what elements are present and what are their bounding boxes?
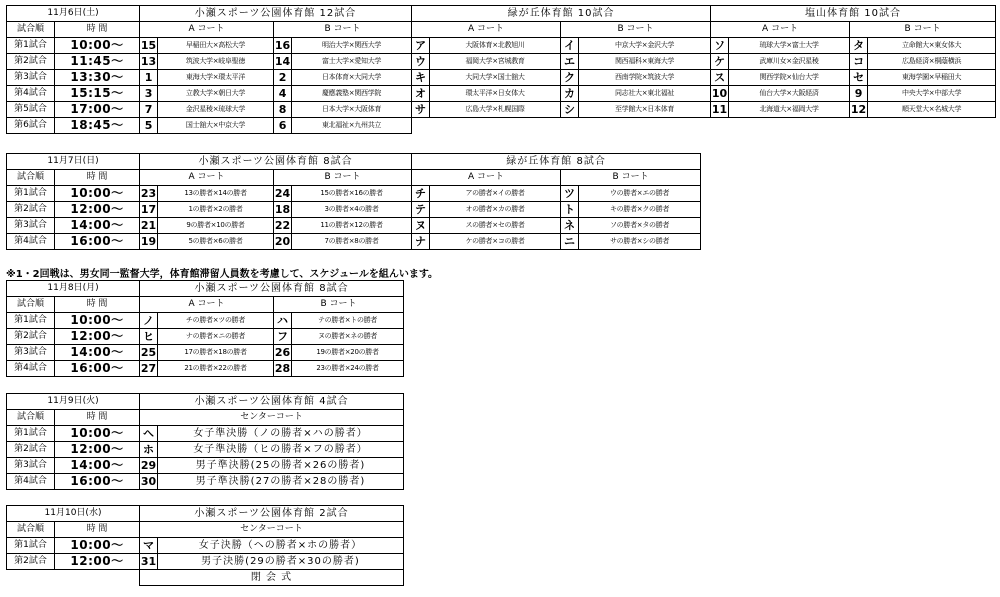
match-code: 27 xyxy=(140,362,157,375)
match-order: 第4試合 xyxy=(7,474,55,490)
match-teams: 西南学院×筑波大学 xyxy=(579,70,711,86)
match-code: ウ xyxy=(412,54,430,70)
match-teams: 広島経済×桐蔭横浜 xyxy=(868,54,996,70)
match-time: 16:00〜 xyxy=(55,234,140,250)
match-order: 第2試合 xyxy=(7,442,55,458)
match-code: 2 xyxy=(274,70,292,86)
match-teams: 7の勝者×8の勝者 xyxy=(292,234,412,250)
match-order: 第1試合 xyxy=(7,426,55,442)
match-teams: スの勝者×セの勝者 xyxy=(430,218,561,234)
match-time: 13:30〜 xyxy=(55,70,140,86)
match-name: 女子準決勝（ヒの勝者×フの勝者） xyxy=(158,442,404,458)
match-time: 14:00〜 xyxy=(55,345,140,361)
match-code: セ xyxy=(850,70,868,86)
match-row xyxy=(7,202,701,218)
match-code: 17 xyxy=(140,203,157,216)
match-row xyxy=(7,186,701,202)
match-code: ヘ xyxy=(140,426,158,442)
match-teams: キの勝者×クの勝者 xyxy=(579,202,701,218)
match-order: 第1試合 xyxy=(7,538,55,554)
match-teams: 関西福科×東海大学 xyxy=(579,54,711,70)
match-time: 17:00〜 xyxy=(55,102,140,118)
day3-venue: 小瀬スポーツ公園体育館 8試合 xyxy=(140,281,404,297)
match-code: 21 xyxy=(140,219,157,232)
match-code: 12 xyxy=(850,103,867,116)
match-code: フ xyxy=(274,329,292,345)
match-teams: テの勝者×トの勝者 xyxy=(292,313,404,329)
order-header: 試合順 xyxy=(7,522,55,538)
match-teams: 東海大学×環太平洋 xyxy=(158,70,274,86)
empty-cell xyxy=(412,118,561,134)
match-time: 12:00〜 xyxy=(55,442,140,458)
match-teams: 早稲田大×高松大学 xyxy=(158,38,274,54)
match-code: 31 xyxy=(140,555,157,568)
match-row xyxy=(7,474,404,490)
day2-venue-2: 緑が丘体育館 8試合 xyxy=(412,154,701,170)
match-code: ス xyxy=(711,70,729,86)
day4-date: 11月9日(火) xyxy=(7,394,140,410)
court-header: A コート xyxy=(412,170,561,186)
day1-rows xyxy=(7,38,996,134)
day1-venue-1: 小瀬スポーツ公園体育館 12試合 xyxy=(140,6,412,22)
match-code: ナ xyxy=(412,234,430,250)
match-order: 第2試合 xyxy=(7,54,55,70)
match-code: 26 xyxy=(274,346,291,359)
day1-venue-2: 緑が丘体育館 10試合 xyxy=(412,6,711,22)
match-time: 16:00〜 xyxy=(55,474,140,490)
match-teams: 立命館大×東女体大 xyxy=(868,38,996,54)
court-header: A コート xyxy=(140,297,274,313)
match-teams: 日本体育×大同大学 xyxy=(292,70,412,86)
match-teams: 中央大学×中部大学 xyxy=(868,86,996,102)
day1-schedule-table xyxy=(6,5,996,134)
match-code: シ xyxy=(561,102,579,118)
match-order: 第2試合 xyxy=(7,329,55,345)
court-header: センターコート xyxy=(140,522,404,538)
match-teams: チの勝者×ツの勝者 xyxy=(158,313,274,329)
match-teams: 武庫川女×金沢星稜 xyxy=(729,54,850,70)
match-code: ア xyxy=(412,38,430,54)
match-code: イ xyxy=(561,38,579,54)
time-header: 時 間 xyxy=(55,297,140,313)
day1-date: 11月6日(土) xyxy=(7,6,140,22)
match-teams: 筑波大学×岐阜聖徳 xyxy=(158,54,274,70)
match-code: カ xyxy=(561,86,579,102)
court-header: A コート xyxy=(711,22,850,38)
schedule-note: ※1・2回戦は、男女同一監督大学，体育館滞留人員数を考慮して、スケジュールを組んいます。 xyxy=(6,269,439,280)
day5-schedule-table xyxy=(6,505,404,586)
match-code: ネ xyxy=(561,218,579,234)
match-order: 第1試合 xyxy=(7,38,55,54)
match-teams: 順天堂大×名城大学 xyxy=(868,102,996,118)
match-teams: 東海学園×早稲田大 xyxy=(868,70,996,86)
match-code: 14 xyxy=(274,55,291,68)
match-code: オ xyxy=(412,86,430,102)
court-header: B コート xyxy=(561,170,701,186)
match-code: キ xyxy=(412,70,430,86)
match-order: 第3試合 xyxy=(7,218,55,234)
match-code: ソ xyxy=(711,38,729,54)
court-header: B コート xyxy=(274,297,404,313)
match-name: 女子準決勝（ノの勝者×ハの勝者） xyxy=(158,426,404,442)
closing-ceremony: 閉 会 式 xyxy=(140,570,404,586)
match-order: 第2試合 xyxy=(7,554,55,570)
match-teams: 11の勝者×12の勝者 xyxy=(292,218,412,234)
match-teams: ヌの勝者×ネの勝者 xyxy=(292,329,404,345)
match-row xyxy=(7,313,404,329)
match-teams: 大同大学×国士舘大 xyxy=(430,70,561,86)
day2-rows xyxy=(7,186,701,250)
time-header: 時 間 xyxy=(55,22,140,38)
match-name: 男子準決勝(27の勝者×28の勝者) xyxy=(158,474,404,490)
match-teams: 関西学院×仙台大学 xyxy=(729,70,850,86)
match-code: サ xyxy=(412,102,430,118)
court-header: B コート xyxy=(850,22,996,38)
match-teams: 17の勝者×18の勝者 xyxy=(158,345,274,361)
match-code: エ xyxy=(561,54,579,70)
closing-spacer xyxy=(7,570,140,586)
match-order: 第3試合 xyxy=(7,345,55,361)
match-teams: 仙台大学×大阪経済 xyxy=(729,86,850,102)
match-teams: 大阪体育×北教旭川 xyxy=(430,38,561,54)
match-order: 第3試合 xyxy=(7,70,55,86)
match-code: ホ xyxy=(140,442,158,458)
match-row xyxy=(7,554,404,570)
match-row xyxy=(7,86,996,102)
match-teams: 15の勝者×16の勝者 xyxy=(292,186,412,202)
match-teams: アの勝者×イの勝者 xyxy=(430,186,561,202)
day3-schedule-table xyxy=(6,280,404,377)
match-teams: 北海道大×福岡大学 xyxy=(729,102,850,118)
match-row xyxy=(7,345,404,361)
match-row xyxy=(7,538,404,554)
court-header: A コート xyxy=(412,22,561,38)
match-row xyxy=(7,70,996,86)
match-code: 3 xyxy=(140,86,158,102)
match-teams: オの勝者×カの勝者 xyxy=(430,202,561,218)
match-row xyxy=(7,234,701,250)
match-code: 1 xyxy=(140,70,158,86)
match-teams: 中京大学×金沢大学 xyxy=(579,38,711,54)
match-name: 男子準決勝(25の勝者×26の勝者) xyxy=(158,458,404,474)
match-time: 12:00〜 xyxy=(55,202,140,218)
match-teams: 9の勝者×10の勝者 xyxy=(158,218,274,234)
day3-date: 11月8日(月) xyxy=(7,281,140,297)
match-code: 23 xyxy=(140,187,157,200)
match-teams: 国士舘大×中京大学 xyxy=(158,118,274,134)
match-order: 第4試合 xyxy=(7,361,55,377)
match-code: ケ xyxy=(711,54,729,70)
match-teams: 慶應義塾×関西学院 xyxy=(292,86,412,102)
match-code: ツ xyxy=(561,186,579,202)
day2-venue-1: 小瀬スポーツ公園体育館 8試合 xyxy=(140,154,412,170)
court-header: A コート xyxy=(140,170,274,186)
match-code: 24 xyxy=(274,187,291,200)
match-teams: 金沢星稜×琉球大学 xyxy=(158,102,274,118)
match-code: 18 xyxy=(274,203,291,216)
match-code: ハ xyxy=(274,313,292,329)
match-teams: 1の勝者×2の勝者 xyxy=(158,202,274,218)
match-code: 25 xyxy=(140,346,157,359)
match-row xyxy=(7,118,996,134)
match-teams: 13の勝者×14の勝者 xyxy=(158,186,274,202)
match-teams: 広島大学×札幌国際 xyxy=(430,102,561,118)
day4-schedule-table xyxy=(6,393,404,490)
match-teams: 23の勝者×24の勝者 xyxy=(292,361,404,377)
match-code: ノ xyxy=(140,313,158,329)
match-teams: 至学館大×日本体育 xyxy=(579,102,711,118)
court-header: センターコート xyxy=(140,410,404,426)
order-header: 試合順 xyxy=(7,22,55,38)
match-code: 29 xyxy=(140,459,157,472)
match-row xyxy=(7,54,996,70)
match-code: 15 xyxy=(140,39,157,52)
match-row xyxy=(7,218,701,234)
match-row xyxy=(7,442,404,458)
match-code: ヒ xyxy=(140,329,158,345)
match-teams: 環太平洋×日女体大 xyxy=(430,86,561,102)
time-header: 時 間 xyxy=(55,170,140,186)
match-time: 14:00〜 xyxy=(55,458,140,474)
match-code: 28 xyxy=(274,362,291,375)
order-header: 試合順 xyxy=(7,170,55,186)
match-time: 10:00〜 xyxy=(55,38,140,54)
match-teams: ナの勝者×ニの勝者 xyxy=(158,329,274,345)
match-code: 20 xyxy=(274,235,291,248)
match-time: 18:45〜 xyxy=(55,118,140,134)
match-teams: 福岡大学×宮城教育 xyxy=(430,54,561,70)
match-teams: 5の勝者×6の勝者 xyxy=(158,234,274,250)
match-name: 男子決勝(29の勝者×30の勝者) xyxy=(158,554,404,570)
match-code: 6 xyxy=(274,118,292,134)
day4-venue: 小瀬スポーツ公園体育館 4試合 xyxy=(140,394,404,410)
match-order: 第3試合 xyxy=(7,458,55,474)
match-teams: ケの勝者×コの勝者 xyxy=(430,234,561,250)
match-time: 15:15〜 xyxy=(55,86,140,102)
order-header: 試合順 xyxy=(7,410,55,426)
match-time: 10:00〜 xyxy=(55,313,140,329)
match-teams: 東北福祉×九州共立 xyxy=(292,118,412,134)
match-row xyxy=(7,458,404,474)
day5-venue: 小瀬スポーツ公園体育館 2試合 xyxy=(140,506,404,522)
match-time: 10:00〜 xyxy=(55,426,140,442)
match-teams: 琉球大学×富士大学 xyxy=(729,38,850,54)
match-order: 第4試合 xyxy=(7,234,55,250)
match-code: 4 xyxy=(274,86,292,102)
match-code: チ xyxy=(412,186,430,202)
match-row xyxy=(7,102,996,118)
match-teams: 立教大学×朝日大学 xyxy=(158,86,274,102)
match-code: 13 xyxy=(140,55,157,68)
match-time: 10:00〜 xyxy=(55,186,140,202)
match-row xyxy=(7,426,404,442)
order-header: 試合順 xyxy=(7,297,55,313)
day2-date: 11月7日(日) xyxy=(7,154,140,170)
court-header: B コート xyxy=(274,22,412,38)
match-teams: サの勝者×シの勝者 xyxy=(579,234,701,250)
match-teams: 日本大学×大阪体育 xyxy=(292,102,412,118)
match-time: 10:00〜 xyxy=(55,538,140,554)
match-order: 第6試合 xyxy=(7,118,55,134)
time-header: 時 間 xyxy=(55,522,140,538)
match-teams: 明治大学×関西大学 xyxy=(292,38,412,54)
match-row xyxy=(7,329,404,345)
match-code: 9 xyxy=(850,86,868,102)
match-code: 7 xyxy=(140,102,158,118)
empty-cell xyxy=(711,118,850,134)
match-code: タ xyxy=(850,38,868,54)
match-teams: 19の勝者×20の勝者 xyxy=(292,345,404,361)
day1-venue-3: 塩山体育館 10試合 xyxy=(711,6,996,22)
match-code: 11 xyxy=(711,103,728,116)
match-code: テ xyxy=(412,202,430,218)
court-header: B コート xyxy=(561,22,711,38)
match-time: 12:00〜 xyxy=(55,329,140,345)
match-code: ク xyxy=(561,70,579,86)
match-order: 第1試合 xyxy=(7,313,55,329)
day2-schedule-table xyxy=(6,153,701,250)
match-code: ヌ xyxy=(412,218,430,234)
match-row xyxy=(7,38,996,54)
match-code: 30 xyxy=(140,475,157,488)
match-teams: 同志社大×東北福祉 xyxy=(579,86,711,102)
match-time: 11:45〜 xyxy=(55,54,140,70)
match-time: 16:00〜 xyxy=(55,361,140,377)
match-code: 5 xyxy=(140,118,158,134)
match-teams: 21の勝者×22の勝者 xyxy=(158,361,274,377)
match-code: 10 xyxy=(711,87,728,100)
match-teams: ソの勝者×タの勝者 xyxy=(579,218,701,234)
match-order: 第5試合 xyxy=(7,102,55,118)
match-name: 女子決勝（ヘの勝者×ホの勝者） xyxy=(158,538,404,554)
match-code: 8 xyxy=(274,102,292,118)
match-order: 第1試合 xyxy=(7,186,55,202)
day3-rows xyxy=(7,313,404,377)
match-code: ト xyxy=(561,202,579,218)
match-order: 第2試合 xyxy=(7,202,55,218)
court-header: B コート xyxy=(274,170,412,186)
match-time: 14:00〜 xyxy=(55,218,140,234)
match-code: 22 xyxy=(274,219,291,232)
match-code: 16 xyxy=(274,39,291,52)
court-header: A コート xyxy=(140,22,274,38)
day4-rows xyxy=(7,426,404,490)
match-code: コ xyxy=(850,54,868,70)
day5-date: 11月10日(水) xyxy=(7,506,140,522)
match-code: ニ xyxy=(561,234,579,250)
match-code: 19 xyxy=(140,235,157,248)
match-teams: ウの勝者×エの勝者 xyxy=(579,186,701,202)
time-header: 時 間 xyxy=(55,410,140,426)
match-order: 第4試合 xyxy=(7,86,55,102)
match-teams: 3の勝者×4の勝者 xyxy=(292,202,412,218)
match-row xyxy=(7,361,404,377)
day5-rows xyxy=(7,538,404,570)
match-time: 12:00〜 xyxy=(55,554,140,570)
match-teams: 富士大学×愛知大学 xyxy=(292,54,412,70)
match-code: マ xyxy=(140,538,158,554)
empty-cell xyxy=(850,118,996,134)
empty-cell xyxy=(561,118,711,134)
